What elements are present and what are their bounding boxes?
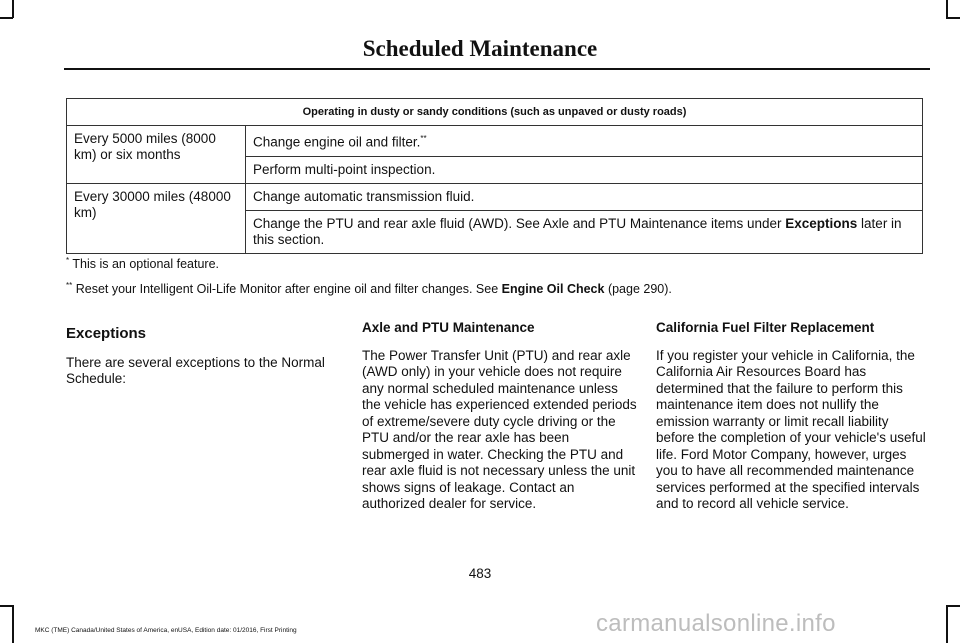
page-number: 483 <box>468 566 492 581</box>
exceptions-section <box>66 326 342 388</box>
crop-mark <box>946 605 948 643</box>
task-cell: Perform multi-point inspection. <box>246 156 923 183</box>
task-cell <box>246 126 923 157</box>
crop-mark <box>12 0 14 18</box>
footnote-marker: ** <box>66 281 73 290</box>
table-header-row <box>67 99 923 126</box>
table-heading: Operating in dusty or sandy conditions (such as unpaved or dusty roads) <box>67 99 923 126</box>
section-heading: California Fuel Filter Replacement <box>656 320 875 335</box>
table-row <box>67 183 923 210</box>
table-row <box>67 126 923 157</box>
task-cell: Change automatic transmission fluid. <box>246 183 923 210</box>
crop-mark <box>946 17 960 19</box>
watermark: carmanualsonline.info <box>596 610 836 637</box>
task-text: Change engine oil and filter. <box>253 134 421 150</box>
task-cell <box>246 210 923 253</box>
california-section <box>656 320 928 513</box>
task-text: Change the PTU and rear axle fluid (AWD). See Axle and PTU Maintenance items under <box>253 215 786 231</box>
footnote <box>66 281 672 296</box>
exceptions-reference: Exceptions <box>785 215 858 231</box>
crop-mark <box>946 605 960 607</box>
edition-footer: MKC (TME) Canada/United States of America, enUSA, Edition date: 01/2016, First Printing <box>35 627 297 634</box>
cross-reference: Engine Oil Check <box>501 282 605 297</box>
footnote-text: This is an optional feature. <box>72 257 219 272</box>
section-heading: Exceptions <box>66 325 147 342</box>
title-divider <box>64 68 930 70</box>
footnote-text: (page 290). <box>604 282 672 297</box>
crop-mark <box>946 0 948 18</box>
footnote-text: Reset your Intelligent Oil-Life Monitor after engine oil and filter changes. See <box>75 282 502 297</box>
section-body: There are several exceptions to the Normal Schedule: <box>66 354 325 386</box>
task-text: later in this section. <box>253 215 902 247</box>
section-heading: Axle and PTU Maintenance <box>362 320 535 335</box>
crop-mark <box>0 17 13 19</box>
crop-mark <box>0 605 13 607</box>
maintenance-table <box>66 98 923 254</box>
crop-mark <box>12 605 14 643</box>
section-body: The Power Transfer Unit (PTU) and rear axle (AWD only) in your vehicle does not require any normal scheduled maintenance unless the vehicle has experienced extended periods of extreme/severe duty cycle driving or the PTU and/or the rear axle has been submerged in water. Checking the PTU and rear axle fluid is not necessary unless the unit shows signs of leakage. Contact an authorized dealer for service. <box>362 347 637 511</box>
section-body: If you register your vehicle in California, the California Air Resources Board has determined that the failure to perform this maintenance item does not nullify the emission warranty or limit recall liability before the completion of your vehicle's useful life. Ford Motor Company, however, urges you to have all recommended maintenance services performed at the specified intervals and to record all vehicle service. <box>656 347 926 511</box>
page-title: Scheduled Maintenance <box>362 36 598 61</box>
interval-cell: Every 30000 miles (48000 km) <box>67 183 246 253</box>
axle-section <box>362 320 638 513</box>
interval-cell: Every 5000 miles (8000 km) or six months <box>67 126 246 184</box>
footnote-marker: ** <box>420 134 427 143</box>
footnote <box>66 256 219 271</box>
footnote-marker: * <box>66 256 70 265</box>
